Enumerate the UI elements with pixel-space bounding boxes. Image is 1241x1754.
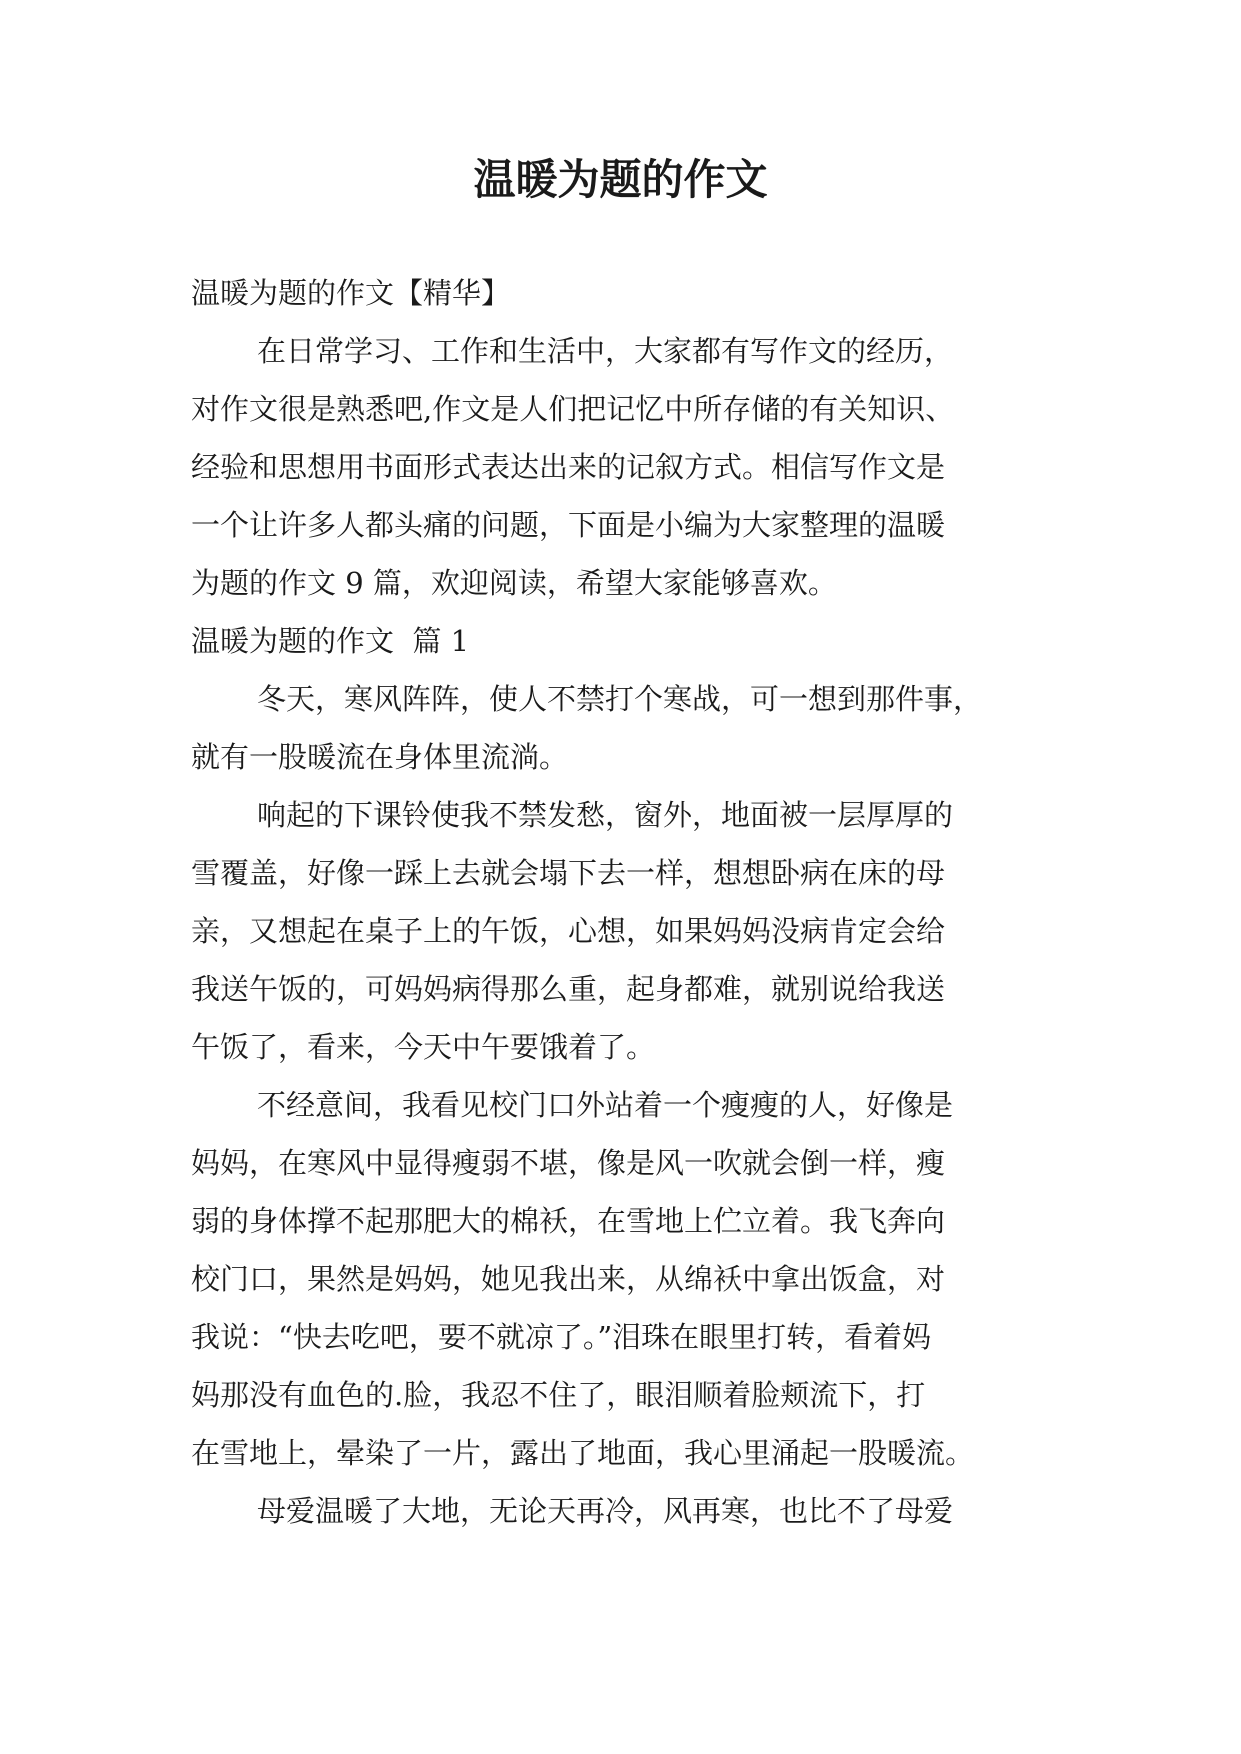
paragraph-line: 我说：“快去吃吧，要不就凉了。”泪珠在眼里打转，看着妈 <box>191 1320 932 1354</box>
paragraph-line: 不经意间，我看见校门口外站着一个瘦瘦的人，好像是 <box>257 1088 954 1122</box>
paragraph-line: 就有一股暖流在身体里流淌。 <box>191 740 569 774</box>
paragraph-line: 亲，又想起在桌子上的午饭，心想，如果妈妈没病肯定会给 <box>191 914 946 948</box>
paragraph-line: 妈妈，在寒风中显得瘦弱不堪，像是风一吹就会倒一样，瘦 <box>191 1146 946 1180</box>
paragraph-line: 在雪地上，晕染了一片，露出了地面，我心里涌起一股暖流。 <box>191 1436 975 1470</box>
paragraph-line: 午饭了，看来，今天中午要饿着了。 <box>191 1030 656 1064</box>
paragraph-line: 雪覆盖，好像一踩上去就会塌下去一样，想想卧病在床的母 <box>191 856 946 890</box>
document-title: 温暖为题的作文 <box>473 155 768 204</box>
section-heading: 温暖为题的作文 篇 1 <box>191 624 470 658</box>
paragraph-line: 弱的身体撑不起那肥大的棉袄，在雪地上伫立着。我飞奔向 <box>191 1204 946 1238</box>
paragraph-line: 经验和思想用书面形式表达出来的记叙方式。相信写作文是 <box>191 450 946 484</box>
paragraph-line: 校门口，果然是妈妈，她见我出来，从绵袄中拿出饭盒，对 <box>191 1262 946 1296</box>
paragraph-line: 为题的作文 9 篇，欢迎阅读，希望大家能够喜欢。 <box>191 566 837 600</box>
paragraph-line: 对作文很是熟悉吧,作文是人们把记忆中所存储的有关知识、 <box>191 392 955 426</box>
paragraph-line: 在日常学习、工作和生活中，大家都有写作文的经历， <box>257 334 954 368</box>
paragraph-line: 冬天，寒风阵阵，使人不禁打个寒战，可一想到那件事， <box>257 682 983 716</box>
paragraph-line: 响起的下课铃使我不禁发愁，窗外，地面被一层厚厚的 <box>257 798 954 832</box>
document-subtitle: 温暖为题的作文【精华】 <box>191 276 511 310</box>
paragraph-line: 母爱温暖了大地，无论天再冷，风再寒，也比不了母爱 <box>257 1494 954 1528</box>
document-body <box>191 264 1071 1540</box>
paragraph-line: 一个让许多人都头痛的问题，下面是小编为大家整理的温暖 <box>191 508 946 542</box>
body-paragraph <box>191 786 1071 1076</box>
paragraph-line: 妈那没有血色的.脸，我忍不住了，眼泪顺着脸颊流下，打 <box>191 1378 926 1412</box>
body-paragraph <box>191 670 1071 786</box>
intro-paragraph <box>191 322 1071 612</box>
body-paragraph <box>191 1482 1071 1540</box>
paragraph-line: 我送午饭的，可妈妈病得那么重，起身都难，就别说给我送 <box>191 972 946 1006</box>
body-paragraph <box>191 1076 1071 1482</box>
